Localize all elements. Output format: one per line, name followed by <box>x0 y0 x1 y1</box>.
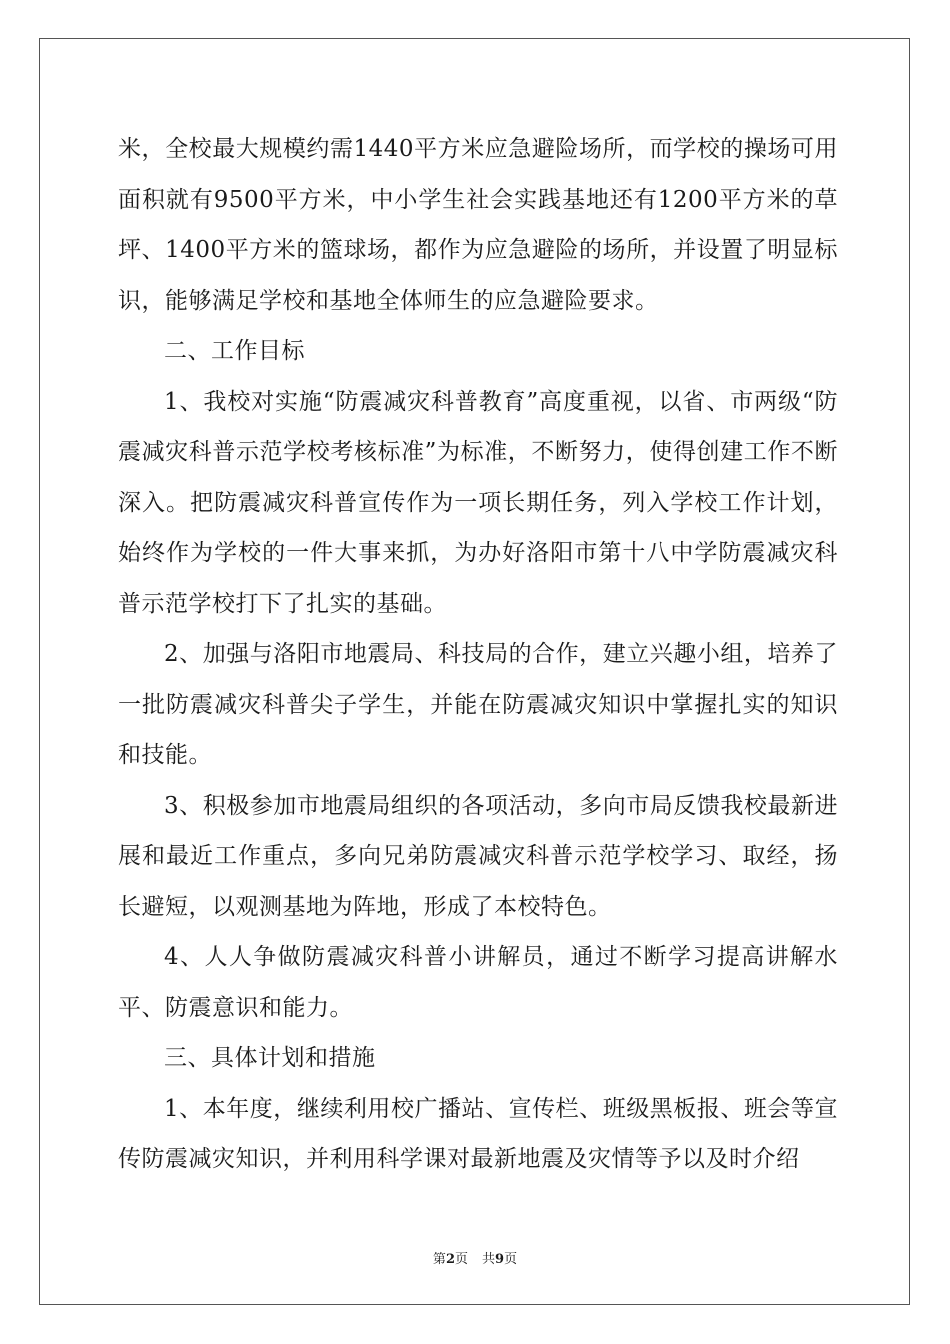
page-footer <box>0 1248 950 1267</box>
paragraph-goal-3: 3、积极参加市地震局组织的各项活动，多向市局反馈我校最新进展和最近工作重点，多向兄弟防震减灾科普示范学校学习、取经，扬长避短，以观测基地为阵地，形成了本校特色。 <box>118 792 838 920</box>
total-pages: 9 <box>495 1252 505 1267</box>
page-suffix: 页 <box>454 1252 468 1267</box>
document-body <box>118 124 838 1185</box>
total-suffix: 页 <box>504 1252 518 1267</box>
page-number: 2 <box>445 1252 455 1267</box>
page-prefix: 第 <box>432 1252 446 1267</box>
paragraph-goal-2: 2、加强与洛阳市地震局、科技局的合作，建立兴趣小组，培养了一批防震减灾科普尖子学生，并能在防震减灾知识中掌握扎实的知识和技能。 <box>118 641 838 768</box>
total-prefix: 共 <box>482 1252 496 1267</box>
paragraph-measure-1: 1、本年度，继续利用校广播站、宣传栏、班级黑板报、班会等宣传防震减灾知识，并利用科学课对最新地震及灾情等予以及时介绍 <box>118 1095 838 1172</box>
paragraph-goal-4: 4、人人争做防震减灾科普小讲解员，通过不断学习提高讲解水平、防震意识和能力。 <box>118 944 838 1021</box>
paragraph-goal-1: 1、我校对实施“防震减灾科普教育”高度重视，以省、市两级“防震减灾科普示范学校考核标准”为标准，不断努力，使得创建工作不断深入。把防震减灾科普宣传作为一项长期任务，列入学校工作计划，始终作为学校的一件大事来抓，为办好洛阳市第十八中学防震减灾科普示范学校打下了扎实的基础。 <box>118 388 838 617</box>
section-heading-measures: 三、具体计划和措施 <box>164 1045 376 1071</box>
section-heading-goals: 二、工作目标 <box>164 338 305 364</box>
paragraph-1: 米，全校最大规模约需1440平方米应急避险场所，而学校的操场可用面积就有9500平方米，中小学生社会实践基地还有1200平方米的草坪、1400平方米的篮球场，都作为应急避险的场所，并设置了明显标识，能够满足学校和基地全体师生的应急避险要求。 <box>118 136 838 314</box>
